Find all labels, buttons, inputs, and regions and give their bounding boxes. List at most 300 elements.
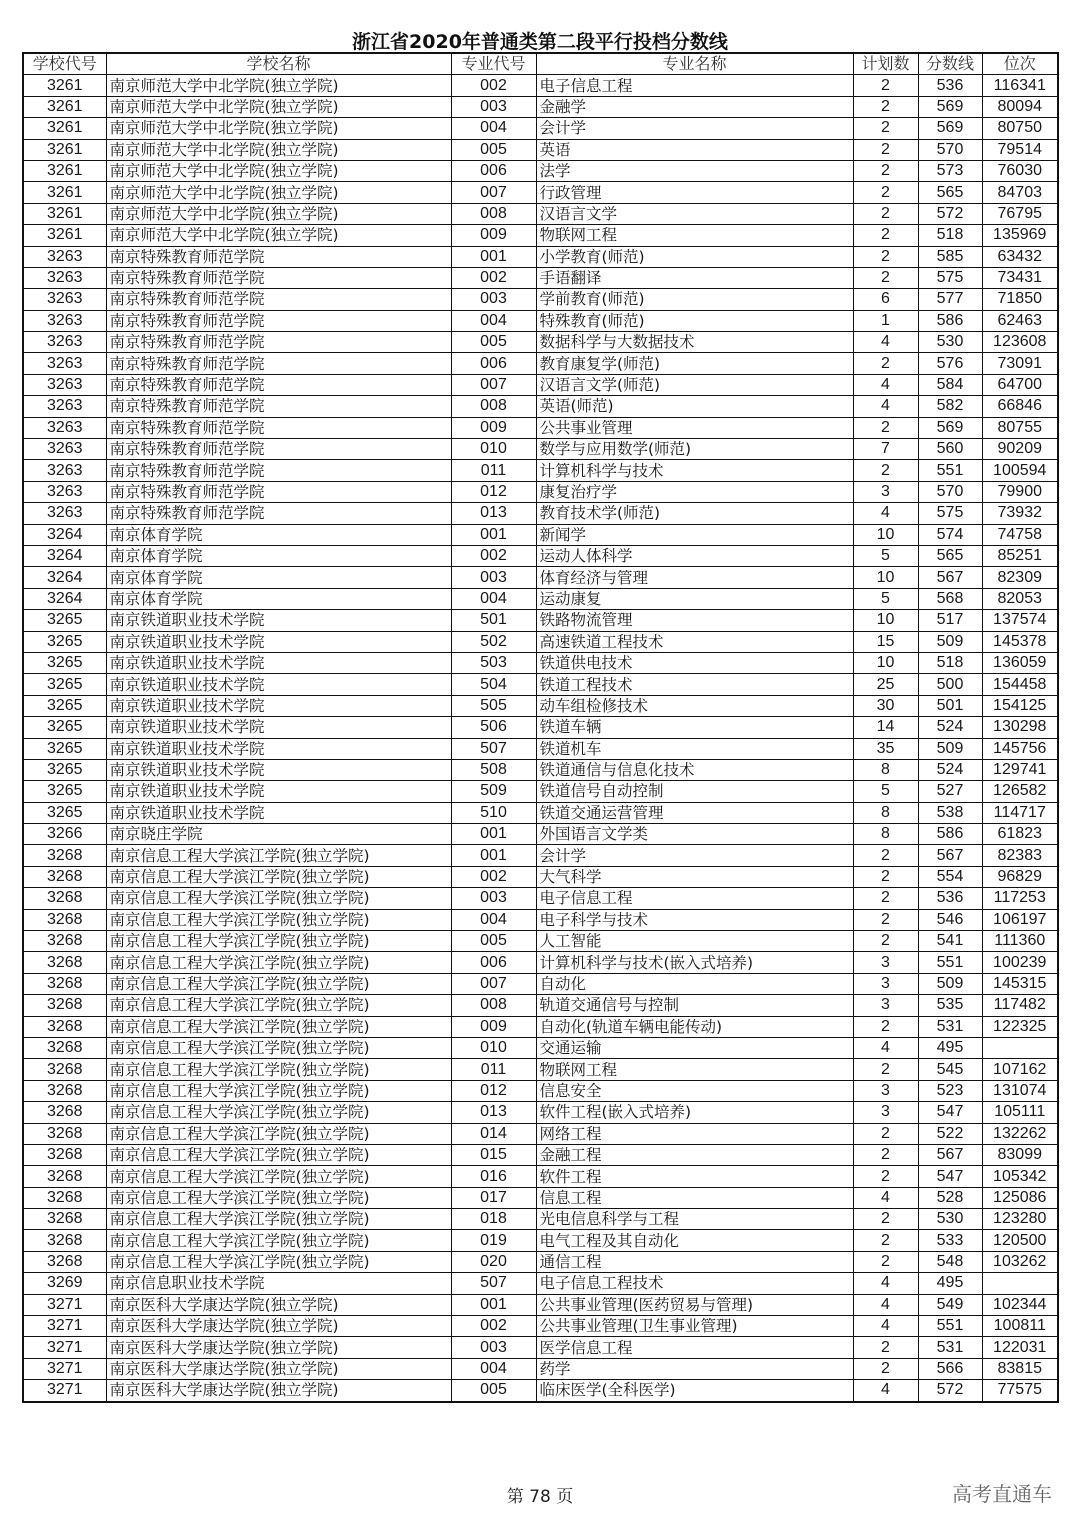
- table-row: [23, 439, 1058, 460]
- cell-major-name: 运动人体科学: [536, 545, 853, 566]
- cell-school-code: 3263: [23, 460, 106, 481]
- cell-major-name: 电子信息工程: [536, 75, 853, 96]
- table-row: [23, 1337, 1058, 1358]
- cell-score-line: 501: [918, 695, 982, 716]
- cell-school-name: 南京特殊教育师范学院: [106, 332, 451, 353]
- cell-rank: 71850: [982, 289, 1058, 310]
- cell-school-code: 3261: [23, 75, 106, 96]
- table-row: [23, 503, 1058, 524]
- cell-rank: 154458: [982, 674, 1058, 695]
- cell-school-code: 3261: [23, 96, 106, 117]
- cell-school-code: 3268: [23, 1144, 106, 1165]
- cell-school-name: 南京师范大学中北学院(独立学院): [106, 75, 451, 96]
- cell-school-code: 3271: [23, 1380, 106, 1402]
- cell-school-name: 南京医科大学康达学院(独立学院): [106, 1337, 451, 1358]
- table-row: [23, 1251, 1058, 1272]
- cell-score-line: 500: [918, 674, 982, 695]
- table-row: [23, 203, 1058, 224]
- cell-major-code: 007: [451, 182, 536, 203]
- cell-school-code: 3265: [23, 631, 106, 652]
- cell-score-line: 551: [918, 1316, 982, 1337]
- cell-school-name: 南京信息工程大学滨江学院(独立学院): [106, 1251, 451, 1272]
- score-table: [22, 52, 1059, 1403]
- cell-major-name: 电子科学与技术: [536, 909, 853, 930]
- cell-major-code: 003: [451, 96, 536, 117]
- cell-major-name: 铁道车辆: [536, 717, 853, 738]
- cell-major-code: 003: [451, 567, 536, 588]
- cell-school-name: 南京信息工程大学滨江学院(独立学院): [106, 1080, 451, 1101]
- table-row: [23, 1380, 1058, 1402]
- cell-score-line: 575: [918, 503, 982, 524]
- cell-school-name: 南京体育学院: [106, 545, 451, 566]
- cell-school-code: 3263: [23, 396, 106, 417]
- cell-school-code: 3268: [23, 1209, 106, 1230]
- cell-rank: [982, 1037, 1058, 1058]
- cell-major-name: 法学: [536, 160, 853, 181]
- cell-rank: 105342: [982, 1166, 1058, 1187]
- cell-plan-count: 4: [853, 332, 918, 353]
- cell-major-name: 铁道供电技术: [536, 652, 853, 673]
- table-row: [23, 75, 1058, 96]
- cell-major-code: 508: [451, 759, 536, 780]
- table-row: [23, 717, 1058, 738]
- cell-school-code: 3263: [23, 353, 106, 374]
- cell-rank: 145315: [982, 973, 1058, 994]
- cell-major-code: 507: [451, 738, 536, 759]
- cell-score-line: 551: [918, 460, 982, 481]
- cell-major-name: 软件工程: [536, 1166, 853, 1187]
- cell-school-name: 南京信息工程大学滨江学院(独立学院): [106, 1166, 451, 1187]
- cell-major-code: 010: [451, 1037, 536, 1058]
- cell-plan-count: 5: [853, 781, 918, 802]
- cell-major-name: 大气科学: [536, 866, 853, 887]
- cell-plan-count: 2: [853, 1230, 918, 1251]
- cell-score-line: 523: [918, 1080, 982, 1101]
- cell-rank: 103262: [982, 1251, 1058, 1272]
- cell-score-line: 527: [918, 781, 982, 802]
- cell-school-code: 3268: [23, 845, 106, 866]
- cell-school-code: 3261: [23, 182, 106, 203]
- cell-plan-count: 2: [853, 1144, 918, 1165]
- cell-school-code: 3263: [23, 439, 106, 460]
- table-row: [23, 1102, 1058, 1123]
- cell-rank: 64700: [982, 374, 1058, 395]
- cell-major-code: 015: [451, 1144, 536, 1165]
- cell-plan-count: 4: [853, 374, 918, 395]
- cell-major-name: 自动化(轨道车辆电能传动): [536, 1016, 853, 1037]
- table-row: [23, 374, 1058, 395]
- cell-major-code: 008: [451, 995, 536, 1016]
- cell-school-code: 3268: [23, 1251, 106, 1272]
- cell-school-name: 南京特殊教育师范学院: [106, 289, 451, 310]
- cell-plan-count: 7: [853, 439, 918, 460]
- cell-major-name: 康复治疗学: [536, 481, 853, 502]
- cell-plan-count: 2: [853, 246, 918, 267]
- cell-score-line: 518: [918, 652, 982, 673]
- cell-plan-count: 2: [853, 417, 918, 438]
- cell-major-name: 通信工程: [536, 1251, 853, 1272]
- cell-major-name: 英语(师范): [536, 396, 853, 417]
- cell-rank: 100811: [982, 1316, 1058, 1337]
- cell-score-line: 522: [918, 1123, 982, 1144]
- table-row: [23, 332, 1058, 353]
- cell-plan-count: 4: [853, 396, 918, 417]
- cell-plan-count: 3: [853, 973, 918, 994]
- cell-school-name: 南京体育学院: [106, 524, 451, 545]
- cell-score-line: 567: [918, 845, 982, 866]
- cell-score-line: 545: [918, 1059, 982, 1080]
- table-row: [23, 289, 1058, 310]
- cell-major-code: 011: [451, 1059, 536, 1080]
- cell-school-code: 3268: [23, 866, 106, 887]
- cell-school-name: 南京师范大学中北学院(独立学院): [106, 203, 451, 224]
- table-row: [23, 652, 1058, 673]
- cell-major-code: 005: [451, 931, 536, 952]
- cell-major-code: 510: [451, 802, 536, 823]
- cell-school-name: 南京信息工程大学滨江学院(独立学院): [106, 1144, 451, 1165]
- cell-major-name: 计算机科学与技术: [536, 460, 853, 481]
- cell-score-line: 575: [918, 267, 982, 288]
- cell-plan-count: 4: [853, 1187, 918, 1208]
- cell-major-name: 外国语言文学类: [536, 824, 853, 845]
- cell-major-code: 009: [451, 417, 536, 438]
- cell-plan-count: 2: [853, 1016, 918, 1037]
- cell-school-code: 3268: [23, 1230, 106, 1251]
- cell-score-line: 530: [918, 1209, 982, 1230]
- cell-school-code: 3264: [23, 545, 106, 566]
- cell-school-name: 南京信息工程大学滨江学院(独立学院): [106, 1016, 451, 1037]
- cell-major-name: 电子信息工程技术: [536, 1273, 853, 1294]
- cell-major-name: 临床医学(全科医学): [536, 1380, 853, 1402]
- cell-score-line: 517: [918, 610, 982, 631]
- cell-rank: 76030: [982, 160, 1058, 181]
- table-row: [23, 118, 1058, 139]
- cell-major-code: 001: [451, 246, 536, 267]
- cell-plan-count: 8: [853, 824, 918, 845]
- cell-school-code: 3265: [23, 759, 106, 780]
- cell-plan-count: 4: [853, 503, 918, 524]
- cell-school-code: 3265: [23, 652, 106, 673]
- cell-school-code: 3271: [23, 1294, 106, 1315]
- cell-major-name: 数据科学与大数据技术: [536, 332, 853, 353]
- cell-major-name: 医学信息工程: [536, 1337, 853, 1358]
- cell-school-name: 南京信息工程大学滨江学院(独立学院): [106, 973, 451, 994]
- cell-rank: 63432: [982, 246, 1058, 267]
- cell-school-name: 南京信息工程大学滨江学院(独立学院): [106, 1230, 451, 1251]
- cell-school-name: 南京铁道职业技术学院: [106, 802, 451, 823]
- cell-score-line: 546: [918, 909, 982, 930]
- cell-school-code: 3268: [23, 931, 106, 952]
- cell-plan-count: 2: [853, 1251, 918, 1272]
- cell-major-code: 005: [451, 139, 536, 160]
- cell-school-code: 3268: [23, 888, 106, 909]
- cell-score-line: 528: [918, 1187, 982, 1208]
- table-header-row: [23, 53, 1058, 75]
- cell-plan-count: 3: [853, 481, 918, 502]
- cell-major-code: 001: [451, 524, 536, 545]
- cell-school-name: 南京信息工程大学滨江学院(独立学院): [106, 1102, 451, 1123]
- cell-plan-count: 2: [853, 866, 918, 887]
- header-rank: 位次: [982, 53, 1058, 75]
- cell-major-code: 006: [451, 160, 536, 181]
- cell-major-code: 014: [451, 1123, 536, 1144]
- cell-score-line: 551: [918, 952, 982, 973]
- cell-plan-count: 30: [853, 695, 918, 716]
- table-row: [23, 246, 1058, 267]
- cell-rank: 123608: [982, 332, 1058, 353]
- cell-school-name: 南京铁道职业技术学院: [106, 631, 451, 652]
- cell-school-name: 南京特殊教育师范学院: [106, 246, 451, 267]
- table-row: [23, 1080, 1058, 1101]
- cell-plan-count: 3: [853, 995, 918, 1016]
- table-row: [23, 973, 1058, 994]
- cell-school-code: 3264: [23, 567, 106, 588]
- table-row: [23, 759, 1058, 780]
- cell-major-name: 学前教育(师范): [536, 289, 853, 310]
- cell-school-code: 3266: [23, 824, 106, 845]
- cell-major-code: 002: [451, 545, 536, 566]
- cell-rank: 129741: [982, 759, 1058, 780]
- cell-rank: 120500: [982, 1230, 1058, 1251]
- table-row: [23, 396, 1058, 417]
- cell-major-code: 008: [451, 203, 536, 224]
- cell-major-code: 007: [451, 973, 536, 994]
- cell-score-line: 569: [918, 118, 982, 139]
- table-row: [23, 353, 1058, 374]
- table-row: [23, 460, 1058, 481]
- cell-major-code: 501: [451, 610, 536, 631]
- cell-school-code: 3263: [23, 267, 106, 288]
- cell-major-code: 507: [451, 1273, 536, 1294]
- cell-major-code: 504: [451, 674, 536, 695]
- cell-major-code: 016: [451, 1166, 536, 1187]
- cell-school-code: 3263: [23, 310, 106, 331]
- table-row: [23, 96, 1058, 117]
- cell-plan-count: 10: [853, 567, 918, 588]
- cell-major-code: 020: [451, 1251, 536, 1272]
- cell-school-name: 南京师范大学中北学院(独立学院): [106, 96, 451, 117]
- cell-major-code: 006: [451, 952, 536, 973]
- cell-major-code: 012: [451, 481, 536, 502]
- cell-score-line: 535: [918, 995, 982, 1016]
- cell-major-name: 光电信息科学与工程: [536, 1209, 853, 1230]
- cell-major-name: 电子信息工程: [536, 888, 853, 909]
- cell-rank: 80755: [982, 417, 1058, 438]
- cell-rank: 137574: [982, 610, 1058, 631]
- cell-plan-count: 2: [853, 1166, 918, 1187]
- cell-plan-count: 2: [853, 182, 918, 203]
- cell-school-name: 南京铁道职业技术学院: [106, 738, 451, 759]
- table-row: [23, 888, 1058, 909]
- header-major-code: 专业代号: [451, 53, 536, 75]
- cell-school-code: 3268: [23, 995, 106, 1016]
- cell-major-name: 英语: [536, 139, 853, 160]
- table-row: [23, 267, 1058, 288]
- cell-major-code: 003: [451, 289, 536, 310]
- table-row: [23, 1123, 1058, 1144]
- cell-school-name: 南京医科大学康达学院(独立学院): [106, 1316, 451, 1337]
- cell-school-code: 3263: [23, 481, 106, 502]
- cell-school-code: 3265: [23, 781, 106, 802]
- cell-major-code: 013: [451, 1102, 536, 1123]
- cell-school-name: 南京体育学院: [106, 567, 451, 588]
- cell-major-code: 001: [451, 1294, 536, 1315]
- cell-major-code: 505: [451, 695, 536, 716]
- cell-major-code: 001: [451, 845, 536, 866]
- cell-plan-count: 2: [853, 118, 918, 139]
- cell-major-name: 人工智能: [536, 931, 853, 952]
- watermark: 高考直通车: [952, 1482, 1052, 1506]
- cell-school-name: 南京信息工程大学滨江学院(独立学院): [106, 931, 451, 952]
- cell-school-code: 3268: [23, 1016, 106, 1037]
- cell-major-name: 铁道工程技术: [536, 674, 853, 695]
- table-row: [23, 182, 1058, 203]
- cell-rank: 107162: [982, 1059, 1058, 1080]
- cell-plan-count: 25: [853, 674, 918, 695]
- cell-major-code: 004: [451, 1358, 536, 1379]
- cell-major-name: 软件工程(嵌入式培养): [536, 1102, 853, 1123]
- table-row: [23, 567, 1058, 588]
- cell-major-code: 004: [451, 909, 536, 930]
- cell-major-code: 018: [451, 1209, 536, 1230]
- page-number: 第 78 页: [506, 1487, 574, 1507]
- cell-major-name: 铁道通信与信息化技术: [536, 759, 853, 780]
- cell-major-code: 003: [451, 1337, 536, 1358]
- cell-major-name: 药学: [536, 1358, 853, 1379]
- cell-plan-count: 35: [853, 738, 918, 759]
- cell-rank: 135969: [982, 225, 1058, 246]
- cell-plan-count: 4: [853, 1037, 918, 1058]
- cell-major-name: 汉语言文学: [536, 203, 853, 224]
- cell-major-name: 小学教育(师范): [536, 246, 853, 267]
- cell-major-name: 信息工程: [536, 1187, 853, 1208]
- cell-rank: 102344: [982, 1294, 1058, 1315]
- cell-school-code: 3265: [23, 674, 106, 695]
- cell-rank: 90209: [982, 439, 1058, 460]
- cell-major-code: 002: [451, 1316, 536, 1337]
- cell-major-name: 教育技术学(师范): [536, 503, 853, 524]
- cell-score-line: 584: [918, 374, 982, 395]
- table-row: [23, 995, 1058, 1016]
- table-row: [23, 610, 1058, 631]
- cell-school-name: 南京信息工程大学滨江学院(独立学院): [106, 888, 451, 909]
- cell-score-line: 572: [918, 1380, 982, 1402]
- cell-plan-count: 2: [853, 353, 918, 374]
- cell-rank: 122325: [982, 1016, 1058, 1037]
- cell-score-line: 576: [918, 353, 982, 374]
- cell-plan-count: 4: [853, 1273, 918, 1294]
- cell-plan-count: 4: [853, 1316, 918, 1337]
- cell-school-name: 南京特殊教育师范学院: [106, 374, 451, 395]
- cell-score-line: 572: [918, 203, 982, 224]
- cell-major-code: 506: [451, 717, 536, 738]
- cell-major-code: 006: [451, 353, 536, 374]
- cell-school-code: 3269: [23, 1273, 106, 1294]
- table-row: [23, 866, 1058, 887]
- cell-score-line: 495: [918, 1037, 982, 1058]
- cell-rank: 132262: [982, 1123, 1058, 1144]
- cell-score-line: 554: [918, 866, 982, 887]
- cell-plan-count: 2: [853, 1059, 918, 1080]
- cell-school-name: 南京铁道职业技术学院: [106, 781, 451, 802]
- cell-major-name: 计算机科学与技术(嵌入式培养): [536, 952, 853, 973]
- table-row: [23, 1209, 1058, 1230]
- cell-plan-count: 2: [853, 203, 918, 224]
- cell-score-line: 536: [918, 75, 982, 96]
- cell-major-code: 019: [451, 1230, 536, 1251]
- table-row: [23, 1294, 1058, 1315]
- table-row: [23, 1187, 1058, 1208]
- cell-rank: 96829: [982, 866, 1058, 887]
- cell-school-name: 南京信息工程大学滨江学院(独立学院): [106, 1123, 451, 1144]
- cell-school-name: 南京信息工程大学滨江学院(独立学院): [106, 1209, 451, 1230]
- cell-plan-count: 15: [853, 631, 918, 652]
- cell-school-name: 南京信息工程大学滨江学院(独立学院): [106, 909, 451, 930]
- cell-major-code: 005: [451, 332, 536, 353]
- cell-score-line: 531: [918, 1016, 982, 1037]
- table-row: [23, 1273, 1058, 1294]
- cell-score-line: 538: [918, 802, 982, 823]
- cell-score-line: 547: [918, 1102, 982, 1123]
- cell-rank: 66846: [982, 396, 1058, 417]
- cell-plan-count: 10: [853, 610, 918, 631]
- cell-rank: 154125: [982, 695, 1058, 716]
- cell-score-line: 570: [918, 139, 982, 160]
- cell-score-line: 533: [918, 1230, 982, 1251]
- header-school-name: 学校名称: [106, 53, 451, 75]
- cell-major-name: 铁道机车: [536, 738, 853, 759]
- cell-plan-count: 3: [853, 1080, 918, 1101]
- cell-score-line: 560: [918, 439, 982, 460]
- table-row: [23, 845, 1058, 866]
- cell-score-line: 548: [918, 1251, 982, 1272]
- cell-rank: 136059: [982, 652, 1058, 673]
- cell-score-line: 585: [918, 246, 982, 267]
- cell-score-line: 541: [918, 931, 982, 952]
- cell-major-name: 铁道信号自动控制: [536, 781, 853, 802]
- cell-school-code: 3268: [23, 909, 106, 930]
- table-row: [23, 1144, 1058, 1165]
- cell-rank: 77575: [982, 1380, 1058, 1402]
- table-row: [23, 139, 1058, 160]
- cell-plan-count: 2: [853, 888, 918, 909]
- cell-school-code: 3265: [23, 717, 106, 738]
- cell-school-name: 南京铁道职业技术学院: [106, 652, 451, 673]
- cell-rank: 126582: [982, 781, 1058, 802]
- cell-major-code: 005: [451, 1380, 536, 1402]
- cell-plan-count: 10: [853, 524, 918, 545]
- cell-plan-count: 1: [853, 310, 918, 331]
- cell-major-code: 004: [451, 310, 536, 331]
- cell-major-name: 电气工程及其自动化: [536, 1230, 853, 1251]
- cell-school-name: 南京师范大学中北学院(独立学院): [106, 160, 451, 181]
- cell-score-line: 566: [918, 1358, 982, 1379]
- cell-score-line: 586: [918, 310, 982, 331]
- cell-school-name: 南京特殊教育师范学院: [106, 396, 451, 417]
- cell-school-name: 南京信息工程大学滨江学院(独立学院): [106, 1187, 451, 1208]
- cell-rank: 80094: [982, 96, 1058, 117]
- cell-score-line: 567: [918, 567, 982, 588]
- table-row: [23, 1358, 1058, 1379]
- cell-major-name: 会计学: [536, 845, 853, 866]
- cell-school-code: 3268: [23, 952, 106, 973]
- cell-school-code: 3263: [23, 289, 106, 310]
- cell-major-code: 001: [451, 824, 536, 845]
- cell-rank: 73431: [982, 267, 1058, 288]
- cell-school-code: 3268: [23, 1123, 106, 1144]
- cell-school-name: 南京特殊教育师范学院: [106, 417, 451, 438]
- cell-plan-count: 2: [853, 1209, 918, 1230]
